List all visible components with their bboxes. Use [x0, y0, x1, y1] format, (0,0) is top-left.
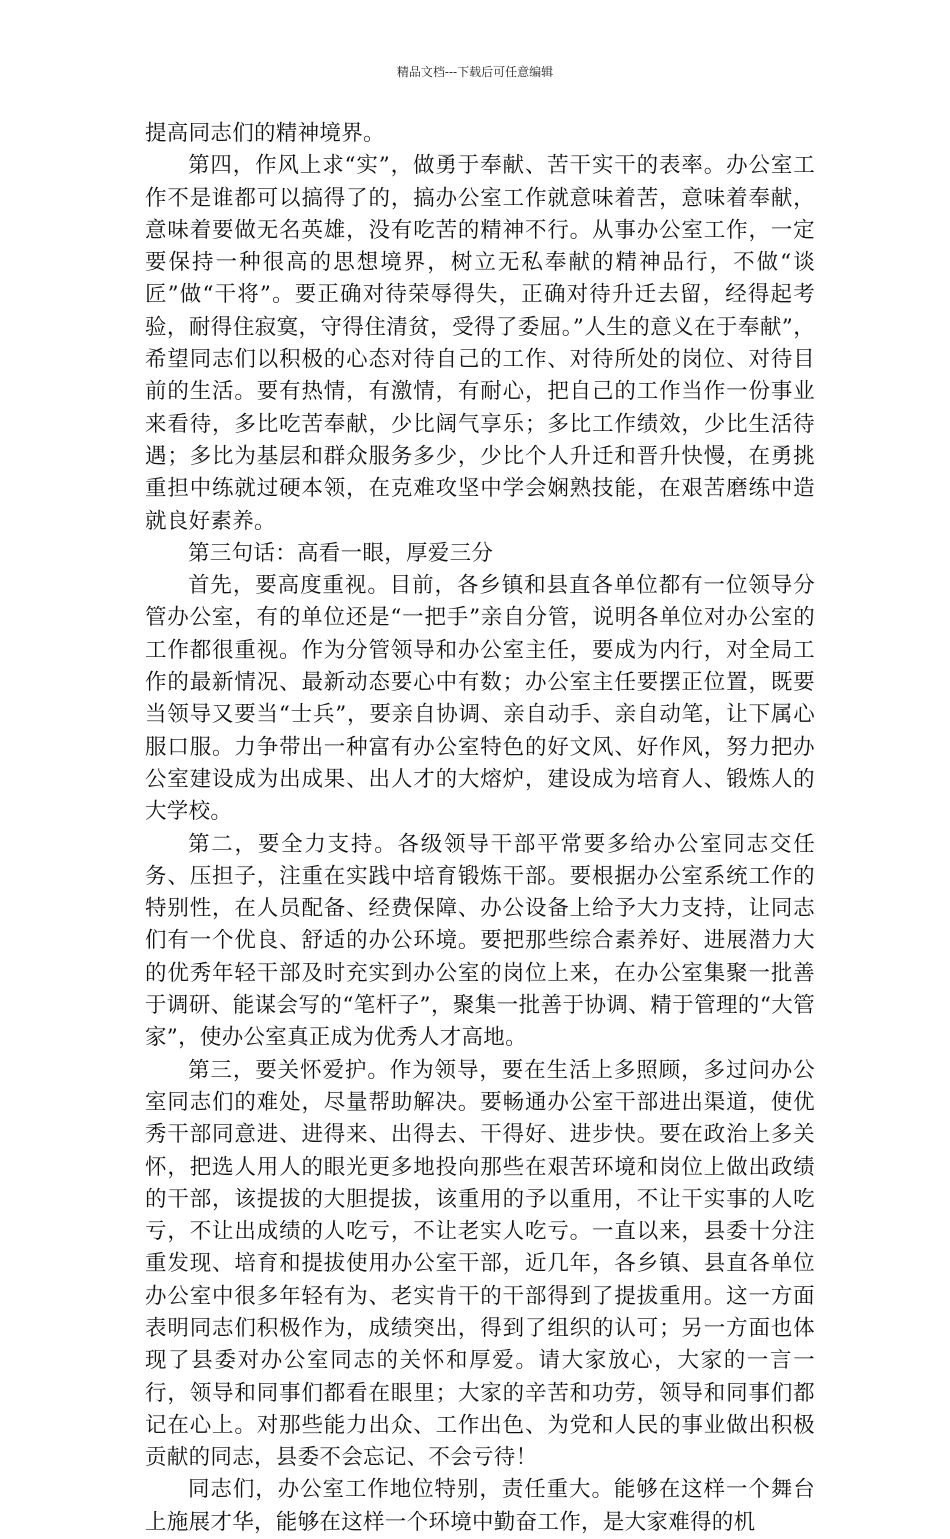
paragraph-third-care: 第三，要关怀爱护。作为领导，要在生活上多照顾，多过问办公室同志们的难处，尽量帮助解决。要畅通办公室干部进出渠道，使优秀干部同意进、进得来、出得去、干得好、进步快。要在政治上多关怀，把选人用人的眼光更多地投向那些在艰苦环境和岗位上做出政绩的干部，该提拔的大胆提拔，该重用的予以重用，不让干实事的人吃亏，不让出成绩的人吃亏，不让老实人吃亏。一直以来，县委十分注重发现、培育和提拔使用办公室干部，近几年，各乡镇、县直各单位办公室中很多年轻有为、老实肯干的干部得到了提拔重用。这一方面表明同志们积极作为，成绩突出，得到了组织的认可；另一方面也体现了县委对办公室同志的关怀和厚爱。请大家放心，大家的一言一行，领导和同事们都看在眼里；大家的辛苦和功劳，领导和同事们都记在心上。对那些能力出众、工作出色、为党和人民的事业做出积极贡献的同志，县委不会忘记、不会亏待！ — [145, 1057, 815, 1471]
section-heading-third: 第三句话：高看一眼，厚爱三分 — [188, 540, 494, 566]
paragraph-first-attention: 首先，要高度重视。目前，各乡镇和县直各单位都有一位领导分管办公室，有的单位还是“一把手”亲自分管，说明各单位对办公室的工作都很重视。作为分管领导和办公室主任，要成为内行，对全局工作的最新情况、最新动态要心中有数；办公室主任要摆正位置，既要当领导又要当“士兵”，要亲自协调、亲自动手、亲自动笔，让下属心服口服。力争带出一种富有办公室特色的好文风、好作风，努力把办公室建设成为出成果、出人才的大熔炉，建设成为培育人、锻炼人的大学校。 — [145, 573, 815, 825]
document-body — [145, 118, 815, 1539]
paragraph-closing: 同志们，办公室工作地位特别，责任重大。能够在这样一个舞台上施展才华，能够在这样一个环境中勤奋工作，是大家难得的机 — [145, 1477, 815, 1535]
paragraph-second-support: 第二，要全力支持。各级领导干部平常要多给办公室同志交任务、压担子，注重在实践中培育锻炼干部。要根据办公室系统工作的特别性，在人员配备、经费保障、办公设备上给予大力支持，让同志们有一个优良、舒适的办公环境。要把那些综合素养好、进展潜力大的优秀年轻干部及时充实到办公室的岗位上来，在办公室集聚一批善于调研、能谋会写的“笔杆子”，聚集一批善于协调、精于管理的“大管家”，使办公室真正成为优秀人才高地。 — [145, 831, 815, 1051]
paragraph-fourth-style: 第四，作风上求“实”，做勇于奉献、苦干实干的表率。办公室工作不是谁都可以搞得了的，搞办公室工作就意味着苦，意味着奉献，意味着要做无名英雄，没有吃苦的精神不行。从事办公室工作，一定要保持一种很高的思想境界，树立无私奉献的精神品行，不做“谈匠”做“干将”。要正确对待荣辱得失，正确对待升迁去留，经得起考验，耐得住寂寞，守得住清贫，受得了委屈。”人生的意义在于奉献”，希望同志们以积极的心态对待自己的工作、对待所处的岗位、对待目前的生活。要有热情，有激情，有耐心，把自己的工作当作一份事业来看待，多比吃苦奉献，少比阔气享乐；多比工作绩效，少比生活待遇；多比为基层和群众服务多少，少比个人升迁和晋升快慢，在勇挑重担中练就过硬本领，在克难攻坚中学会娴熟技能，在艰苦磨练中造就良好素养。 — [145, 153, 815, 534]
paragraph-continuation: 提高同志们的精神境界。 — [145, 121, 385, 146]
page-header: 精品文档---下载后可任意编辑 — [396, 65, 554, 79]
